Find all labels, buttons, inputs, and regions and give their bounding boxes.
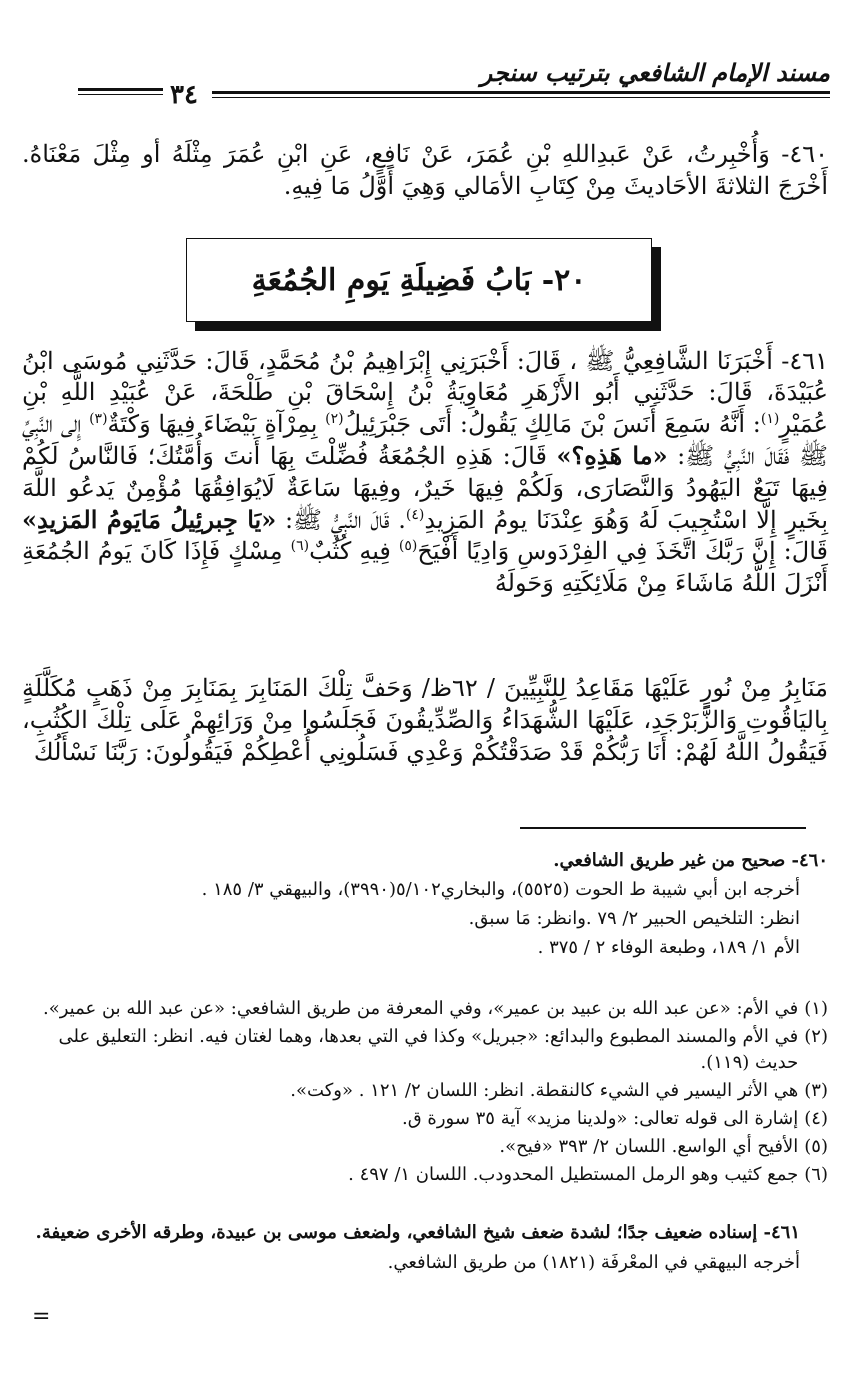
footnote-ref: (٣)	[89, 410, 108, 427]
footnote-text: جمع كثيب وهو الرمل المستطيل المحدودب. اللسان ١/ ٤٩٧ .	[348, 1164, 799, 1185]
footnote-mark: (٤)	[804, 1108, 828, 1129]
running-title: مسند الإمام الشافعي بترتيب سنجر	[480, 58, 830, 87]
footnote-mark: (٢)	[804, 1026, 828, 1047]
prophet-quote: «يَا جِبرئِيلُ مَايَومُ المَزيدِ»	[22, 505, 277, 535]
footnotes	[22, 996, 828, 1190]
continuation-mark: =	[32, 1304, 51, 1329]
footnote-item	[22, 1134, 828, 1160]
footnote-text: إشارة الى قوله تعالى: «ولدينا مزيد» آية ٣٥ سورة ق.	[402, 1108, 799, 1129]
footnote-mark: (١)	[804, 998, 828, 1019]
chapter-title: ٢٠- بَابُ فَضِيلَةِ يَومِ الجُمُعَةِ	[251, 262, 587, 298]
note-reference: انظر: التلخيص الحبير ٢/ ٧٩ .وانظر: مَا سبق.	[468, 908, 800, 929]
hadith-461-text: مِسْكٍ فَإِذَا كَانَ يَومُ الجُمُعَةِ أَنْزَلَ اللَّهُ مَاشَاءَ مِنْ مَلَائِكَتِهِ وَحَولَهُ	[22, 537, 828, 597]
hadith-461-text: : أَنَّهُ سَمِعَ أَنَسَ بْنَ مَالِكٍ يَقُولُ: أَتَى جَبْرَئِيلُ	[343, 409, 761, 438]
footnote-item	[22, 1162, 828, 1188]
footnote-ref: (٥)	[398, 538, 418, 555]
hadith-460: ٤٦٠- وَأُخْبِرتُ، عَنْ عَبدِاللهِ بْنِ عُمَرَ، عَنْ نَافِعٍ، عَنِ ابْنِ عُمَرَ مِثْلَهُ أو مِثْلَ مَعْنَاهُ. أَخْرَجَ الثلاثةَ الأحَاديثَ مِنْ كِتَابِ الأمَالي وَهِيَ أَوَّلُ مَا فِيهِ.	[22, 140, 828, 200]
footnote-text: في الأم: «عن عبد الله بن عبيد بن عمير»، وفي المعرفة من طريق الشافعي: «عن عبد الله بن عمير».	[43, 998, 799, 1019]
note-takhrij: أخرجه البيهقي في المعْرفَة (١٨٢١) من طريق الشافعي.	[387, 1252, 800, 1273]
footnote-ref: (٤)	[405, 507, 425, 524]
hadith-461-text: . قَالَ النَّبِيُّ ﷺ:	[276, 506, 406, 535]
footnote-item	[22, 1106, 828, 1132]
footnote-mark: (٣)	[804, 1080, 828, 1101]
footnote-mark: (٦)	[804, 1164, 828, 1185]
footnote-item	[22, 1024, 828, 1076]
footnote-ref: (١)	[760, 410, 780, 427]
note-grade: ٤٦٠- صحيح من غير طريق الشافعي.	[553, 850, 828, 871]
hadith-461-text: قَالَ: إِنَّ رَبَّكَ اتَّخَذَ فِي الفِرْدَوسِ وَادِيًا أَفْيَحَ	[417, 537, 828, 566]
notes-460	[22, 848, 828, 964]
page-number: ٣٤	[170, 80, 198, 110]
hadith-461	[22, 346, 828, 599]
footnote-item	[22, 996, 828, 1022]
footnote-ref: (٦)	[290, 538, 310, 555]
footnote-ref: (٢)	[325, 410, 344, 427]
footnote-text: الأفيح أي الواسع. اللسان ٢/ ٣٩٣ «فيح».	[499, 1136, 799, 1157]
chapter-title-box	[186, 238, 652, 322]
note-umm: الأم ١/ ١٨٩، وطبعة الوفاء ٢ / ٣٧٥ .	[537, 937, 800, 958]
hadith-461-text: ٤٦١- أَخْبَرَنَا الشَّافِعِيُّ ﷺ ، قَالَ: أَخْبَرَنِي إِبْرَاهِيمُ بْنُ مُحَمَّدٍ، قَالَ: حَدَّثَنِي مُوسَى ابْنُ عُبَيْدَةَ، قَالَ: حَدَّثَنِي أَبُو الأَزْهَرِ مُعَاوِيَةُ بْنُ إِسْحَاقَ بْنِ طَلْحَةَ، عَنْ عُبَيْدِ اللَّهِ بْنِ عُمَيْرٍ	[22, 347, 828, 438]
footnote-text: هي الأثر اليسير في الشيء كالنقطة. انظر: اللسان ٢/ ١٢١ . «وكت».	[290, 1080, 799, 1101]
notes-461	[22, 1220, 828, 1276]
header-rule-right	[212, 91, 830, 98]
footnote-item	[22, 1078, 828, 1104]
hadith-461-text: فِيهِ كُثُبٌ	[309, 537, 399, 566]
note-takhrij: أخرجه ابن أبي شيبة ط الحوت (٥٥٢٥)، والبخاري٥/١٠٢(٣٩٩٠)، والبيهقي ٣/ ١٨٥ .	[201, 879, 800, 900]
note-grade: ٤٦١- إسناده ضعيف جدًا؛ لشدة ضعف شيخ الشافعي، ولضعف موسى بن عبيدة، وطرقه الأخرى ضعيفة.	[35, 1222, 800, 1243]
hadith-461-text: بِمِرْآةٍ بَيْضَاءَ فِيهَا وَكْتَةٌ	[107, 409, 326, 438]
hadith-461-text: قَالَ: هَذِهِ الجُمُعَةُ فُضِّلْتَ بِهَا أَنتَ وَأُمَّتُكَ؛ فَالنَّاسُ لَكُمْ فِيهَا تَبَعٌ اليَهُودُ وَالنَّصَارَى، وَلَكُمْ فِيهَا خَيرٌ، وفِيهَا سَاعَةٌ لَايُوَافِقُهَا مُؤْمِنٌ يَدعُو اللَّهَ بِخَيرٍ إِلَّا اسْتُجِيبَ لَهُ وَهُوَ عِنْدَنَا يومُ المَزِيدِ	[22, 442, 828, 535]
footnote-separator	[520, 827, 806, 829]
hadith-461-continued: مَنَابِرُ مِنْ نُورٍ عَلَيْهَا مَقَاعِدُ لِلنَّبِيِّينَ / ٦٢ظ/ وَحَفَّ تِلْكَ المَنَابِرَ بِمَنَابِرَ مِنْ ذَهَبٍ مُكَلَّلَةٍ بِاليَاقُوتِ وَالزَّبَرْجَدِ، عَلَيْهَا الشُّهَدَاءُ وَالصِّدِّيقُونَ فَجَلَسُوا مِنْ وَرَائِهِمْ عَلَى تِلْكَ الكُثُبِ، فَيَقُولُ اللَّهُ لَهُمْ: أَنَا رَبُّكُمْ قَدْ صَدَقْتُكُمْ وَعْدِي فَسَلُونِي أُعْطِكُمْ فَيَقُولُونَ: رَبَّنَا نَسْأَلُكَ	[22, 674, 828, 766]
header-rule-left	[78, 88, 163, 95]
footnote-text: في الأم والمسند المطبوع والبدائع: «جبريل» وكذا في التي بعدها، وهما لغتان فيه. انظر: التعليق على حديث (١١٩).	[58, 1026, 799, 1073]
footnote-mark: (٥)	[804, 1136, 828, 1157]
hadith-461-text: إِلى النَّبِيِّ ﷺ فَقَالَ النَّبِيُّ ﷺ:	[22, 409, 829, 471]
prophet-quote: «ما هَذِهِ؟»	[556, 441, 668, 471]
